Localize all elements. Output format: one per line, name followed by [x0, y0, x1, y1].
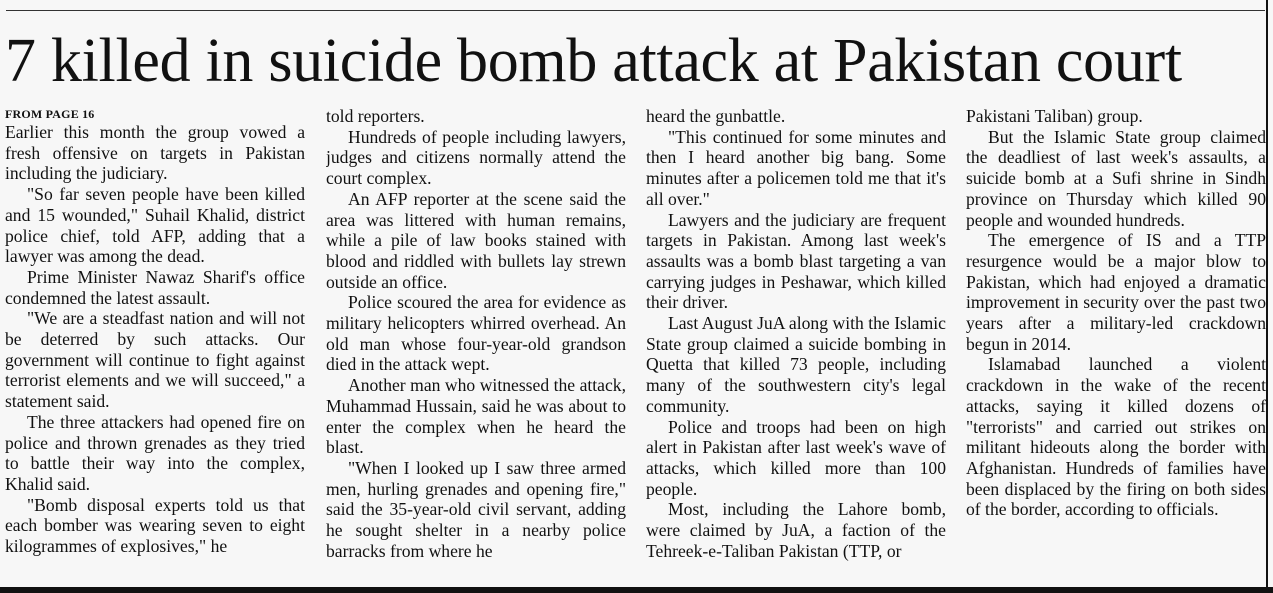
- paragraph: Lawyers and the judiciary are frequent targets in Pakistan. Among last week's assaults was a bomb blast targeting a van carrying judges in Peshawar, which killed their driver.: [646, 209, 946, 313]
- bottom-border: [0, 587, 1273, 593]
- article-column-1: [5, 106, 305, 586]
- right-border: [1266, 0, 1268, 593]
- top-rule: [6, 10, 1265, 11]
- paragraph: Islamabad launched a violent crackdown in the wake of the recent attacks, saying it killed dozens of "terrorists" and carried out strikes on militant hideouts along the border with Afghanistan. Hundreds of families have been displaced by the firing on both sides of the border, according to officials.: [966, 354, 1266, 520]
- paragraph: Prime Minister Nawaz Sharif's office condemned the latest assault.: [5, 266, 305, 308]
- paragraph: "This continued for some minutes and then I heard another big bang. Some minutes after a policemen told me that it's all over.": [646, 126, 946, 209]
- paragraph: An AFP reporter at the scene said the area was littered with human remains, while a pile of law books stained with blood and riddled with bullets lay strewn outside an office.: [326, 188, 626, 292]
- paragraph: But the Islamic State group claimed the deadliest of last week's assaults, a suicide bomb at a Sufi shrine in Sindh province on Thursday which killed 90 people and wounded hundreds.: [966, 126, 1266, 230]
- paragraph: Hundreds of people including lawyers, judges and citizens normally attend the court complex.: [326, 126, 626, 189]
- headline: 7 killed in suicide bomb attack at Pakistan court: [5, 27, 1182, 95]
- paragraph: "We are a steadfast nation and will not be deterred by such attacks. Our government will continue to fight against terrorist elements and we will succeed," a statement said.: [5, 308, 305, 412]
- paragraph: "When I looked up I saw three armed men, hurling grenades and opening fire," said the 35-year-old civil servant, adding he sought shelter in a nearby police barracks from where he: [326, 457, 626, 561]
- paragraph: The emergence of IS and a TTP resurgence would be a major blow to Pakistan, which had enjoyed a dramatic improvement in security over the past two years after a military-led crackdown begun in 2014.: [966, 230, 1266, 354]
- article-column-2: [326, 106, 626, 586]
- paragraph: Pakistani Taliban) group.: [966, 106, 1143, 126]
- paragraph: Last August JuA along with the Islamic State group claimed a suicide bombing in Quetta that killed 73 people, including many of the southwestern city's legal community.: [646, 313, 946, 416]
- paragraph: told reporters.: [326, 106, 425, 126]
- paragraph: heard the gunbattle.: [646, 106, 786, 126]
- article-column-4: [966, 106, 1266, 586]
- paragraph: Police scoured the area for evidence as military helicopters whirred overhead. An old man whose four-year-old grandson died in the attack wept.: [326, 292, 626, 375]
- from-page-label: FROM PAGE 16: [5, 107, 95, 121]
- paragraph: The three attackers had opened fire on police and thrown grenades as they tried to battle their way into the complex, Khalid said.: [5, 411, 305, 494]
- paragraph: Earlier this month the group vowed a fresh offensive on targets in Pakistan including the judiciary.: [5, 122, 305, 184]
- paragraph: "Bomb disposal experts told us that each bomber was wearing seven to eight kilogrammes of explosives," he: [5, 494, 305, 557]
- paragraph: Police and troops had been on high alert in Pakistan after last week's wave of attacks, which killed more than 100 people.: [646, 416, 946, 499]
- paragraph: "So far seven people have been killed and 15 wounded," Suhail Khalid, district police chief, told AFP, adding that a lawyer was among the dead.: [5, 184, 305, 267]
- paragraph: Another man who witnessed the attack, Muhammad Hussain, said he was about to enter the complex when he heard the blast.: [326, 375, 626, 458]
- article-column-3: [646, 106, 946, 586]
- paragraph: Most, including the Lahore bomb, were claimed by JuA, a faction of the Tehreek-e-Taliban Pakistan (TTP, or: [646, 499, 946, 561]
